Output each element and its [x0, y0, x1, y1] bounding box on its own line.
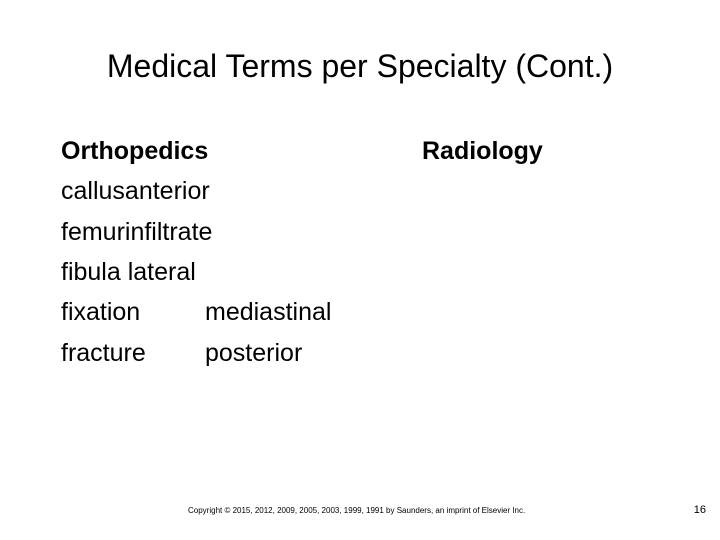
term-line-2: [61, 217, 212, 247]
term-text-secondary: mediastinal: [205, 298, 332, 326]
page-number: 16: [693, 504, 706, 516]
copyright-footer: Copyright © 2015, 2012, 2009, 2005, 2003, 1999, 1991 by Saunders, an imprint of Elsevier Inc.: [188, 506, 526, 515]
term-text: fracture: [61, 339, 146, 367]
term-line-3: [61, 257, 196, 287]
heading-orthopedics: Orthopedics: [61, 137, 209, 165]
term-text: fixation: [61, 298, 141, 326]
term-text: callusanterior: [61, 177, 210, 205]
term-text: fibula lateral: [61, 258, 196, 286]
term-line-5: [61, 338, 303, 368]
term-line-1: [61, 176, 210, 206]
heading-radiology: Radiology: [422, 137, 543, 165]
term-text: femurinfiltrate: [61, 218, 213, 246]
term-line-4: [61, 297, 332, 327]
slide-title: Medical Terms per Specialty (Cont.): [106, 48, 614, 84]
term-text-secondary: posterior: [205, 339, 303, 367]
